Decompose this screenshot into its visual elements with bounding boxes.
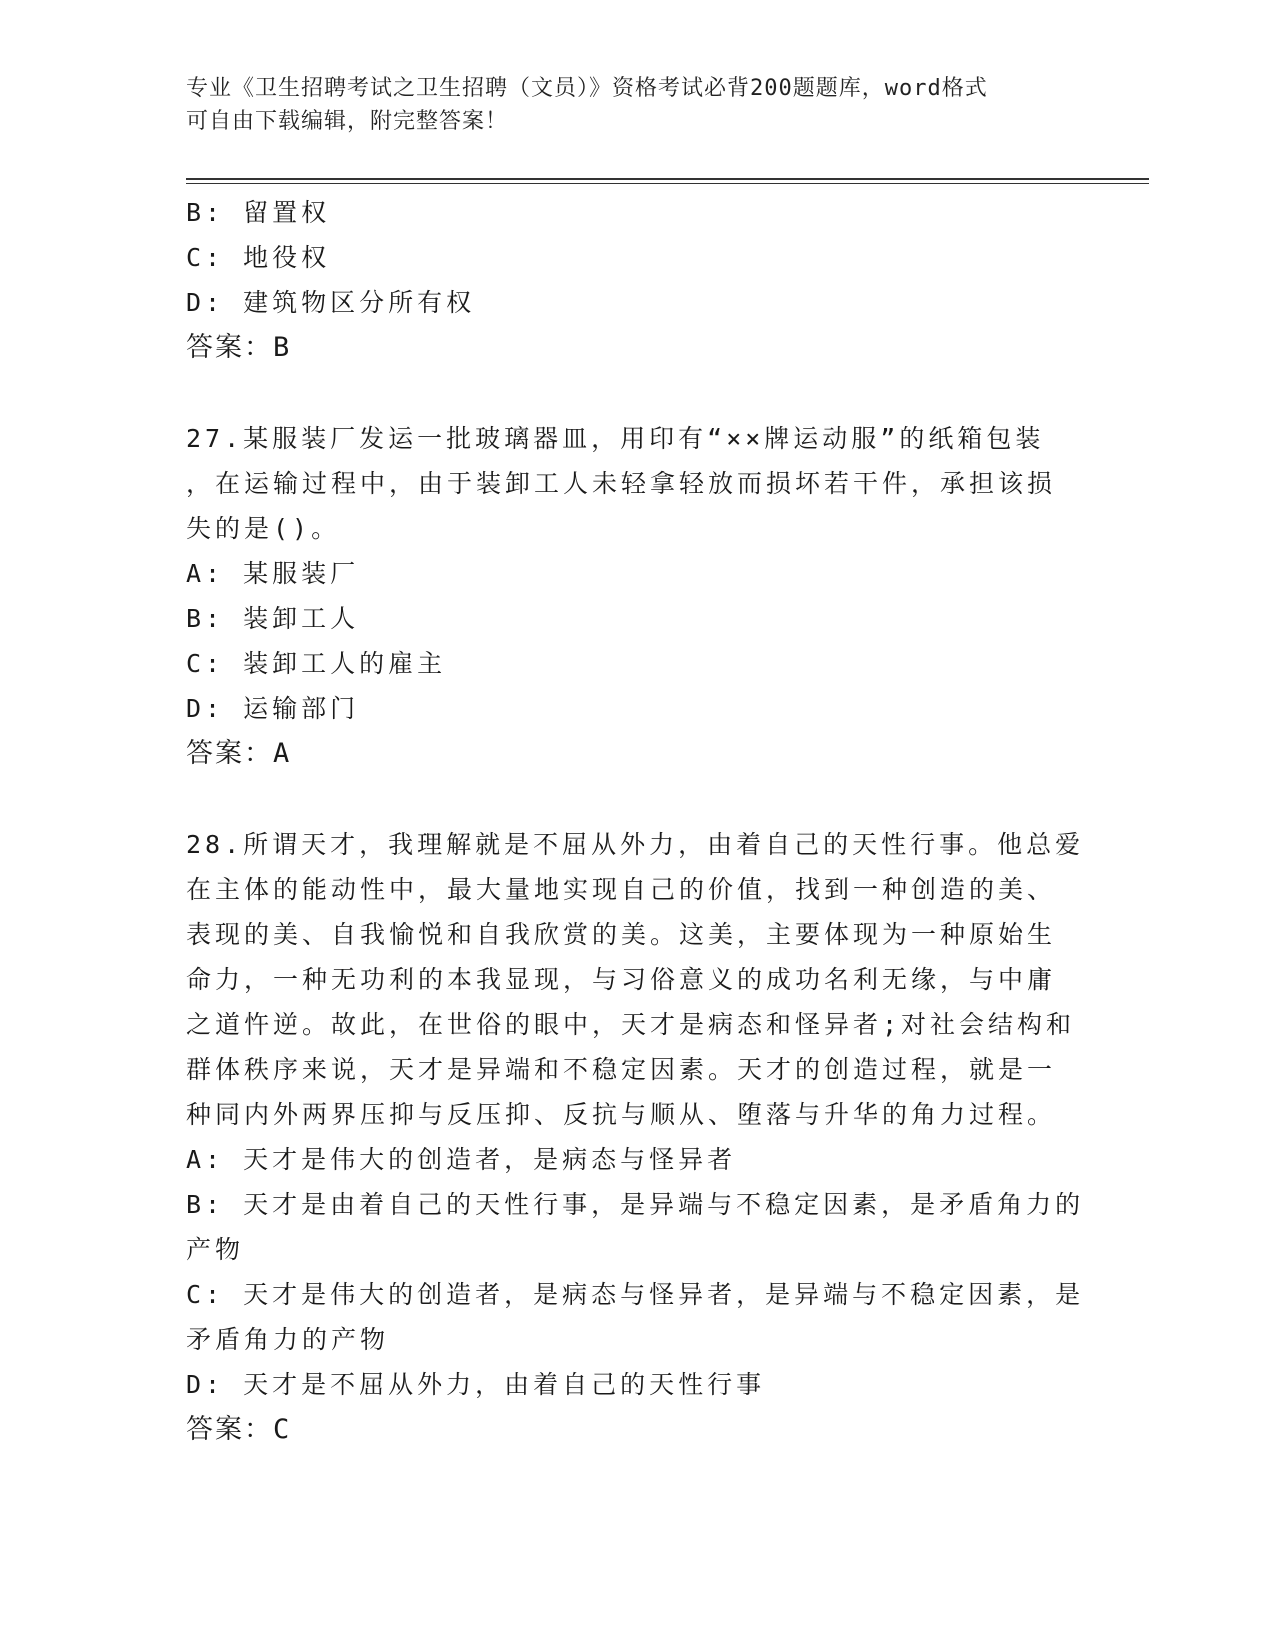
question-28 — [186, 822, 1086, 1452]
option-c: C: 地役权 — [186, 243, 331, 272]
option-b: B: 天才是由着自己的天性行事，是异端与不稳定因素，是矛盾角力的 — [186, 1190, 1085, 1219]
option-c: C: 天才是伟大的创造者，是病态与怪异者，是异端与不稳定因素，是 — [186, 1280, 1085, 1309]
document-body — [186, 190, 1086, 1452]
answer-line: 答案：C — [186, 1414, 292, 1445]
spacer — [186, 776, 1086, 822]
document-header — [186, 72, 1066, 138]
option-d: D: 天才是不屈从外力，由着自己的天性行事 — [186, 1370, 766, 1399]
option-b: B: 留置权 — [186, 198, 331, 227]
option-b-continued: 产物 — [186, 1235, 245, 1264]
option-c: C: 装卸工人的雇主 — [186, 649, 447, 678]
header-divider — [186, 178, 1149, 180]
option-c-continued: 矛盾角力的产物 — [186, 1325, 390, 1354]
question-stem-line: 失的是()。 — [186, 514, 341, 543]
question-stem-line: 在主体的能动性中，最大量地实现自己的价值，找到一种创造的美、 — [186, 875, 1057, 904]
option-d: D: 建筑物区分所有权 — [186, 288, 476, 317]
answer-line: 答案：A — [186, 738, 292, 769]
answer-line: 答案：B — [186, 332, 292, 363]
option-d: D: 运输部门 — [186, 694, 360, 723]
question-stem-line: 之道忤逆。故此，在世俗的眼中，天才是病态和怪异者;对社会结构和 — [186, 1010, 1076, 1039]
header-line: 可自由下载编辑，附完整答案！ — [186, 109, 509, 134]
option-a: A: 某服装厂 — [186, 559, 360, 588]
spacer — [186, 370, 1086, 416]
question-stem-line: 群体秩序来说，天才是异端和不稳定因素。天才的创造过程，就是一 — [186, 1055, 1057, 1084]
question-27 — [186, 416, 1086, 776]
question-stem-line: 28.所谓天才，我理解就是不屈从外力，由着自己的天性行事。他总爱 — [186, 830, 1085, 859]
question-stem-line: ，在运输过程中，由于装卸工人未轻拿轻放而损坏若干件，承担该损 — [186, 469, 1057, 498]
question-stem-line: 表现的美、自我愉悦和自我欣赏的美。这美，主要体现为一种原始生 — [186, 920, 1057, 949]
question-stem-line: 27.某服装厂发运一批玻璃器皿，用印有“××牌运动服”的纸箱包装 — [186, 424, 1045, 453]
header-line: 专业《卫生招聘考试之卫生招聘（文员）》资格考试必背200题题库，word格式 — [186, 76, 988, 101]
question-stem-line: 命力，一种无功利的本我显现，与习俗意义的成功名利无缘，与中庸 — [186, 965, 1057, 994]
header-divider-thin — [186, 183, 1149, 184]
option-b: B: 装卸工人 — [186, 604, 360, 633]
question-stem-line: 种同内外两界压抑与反压抑、反抗与顺从、堕落与升华的角力过程。 — [186, 1100, 1057, 1129]
option-a: A: 天才是伟大的创造者，是病态与怪异者 — [186, 1145, 737, 1174]
question-26-tail — [186, 190, 1086, 370]
